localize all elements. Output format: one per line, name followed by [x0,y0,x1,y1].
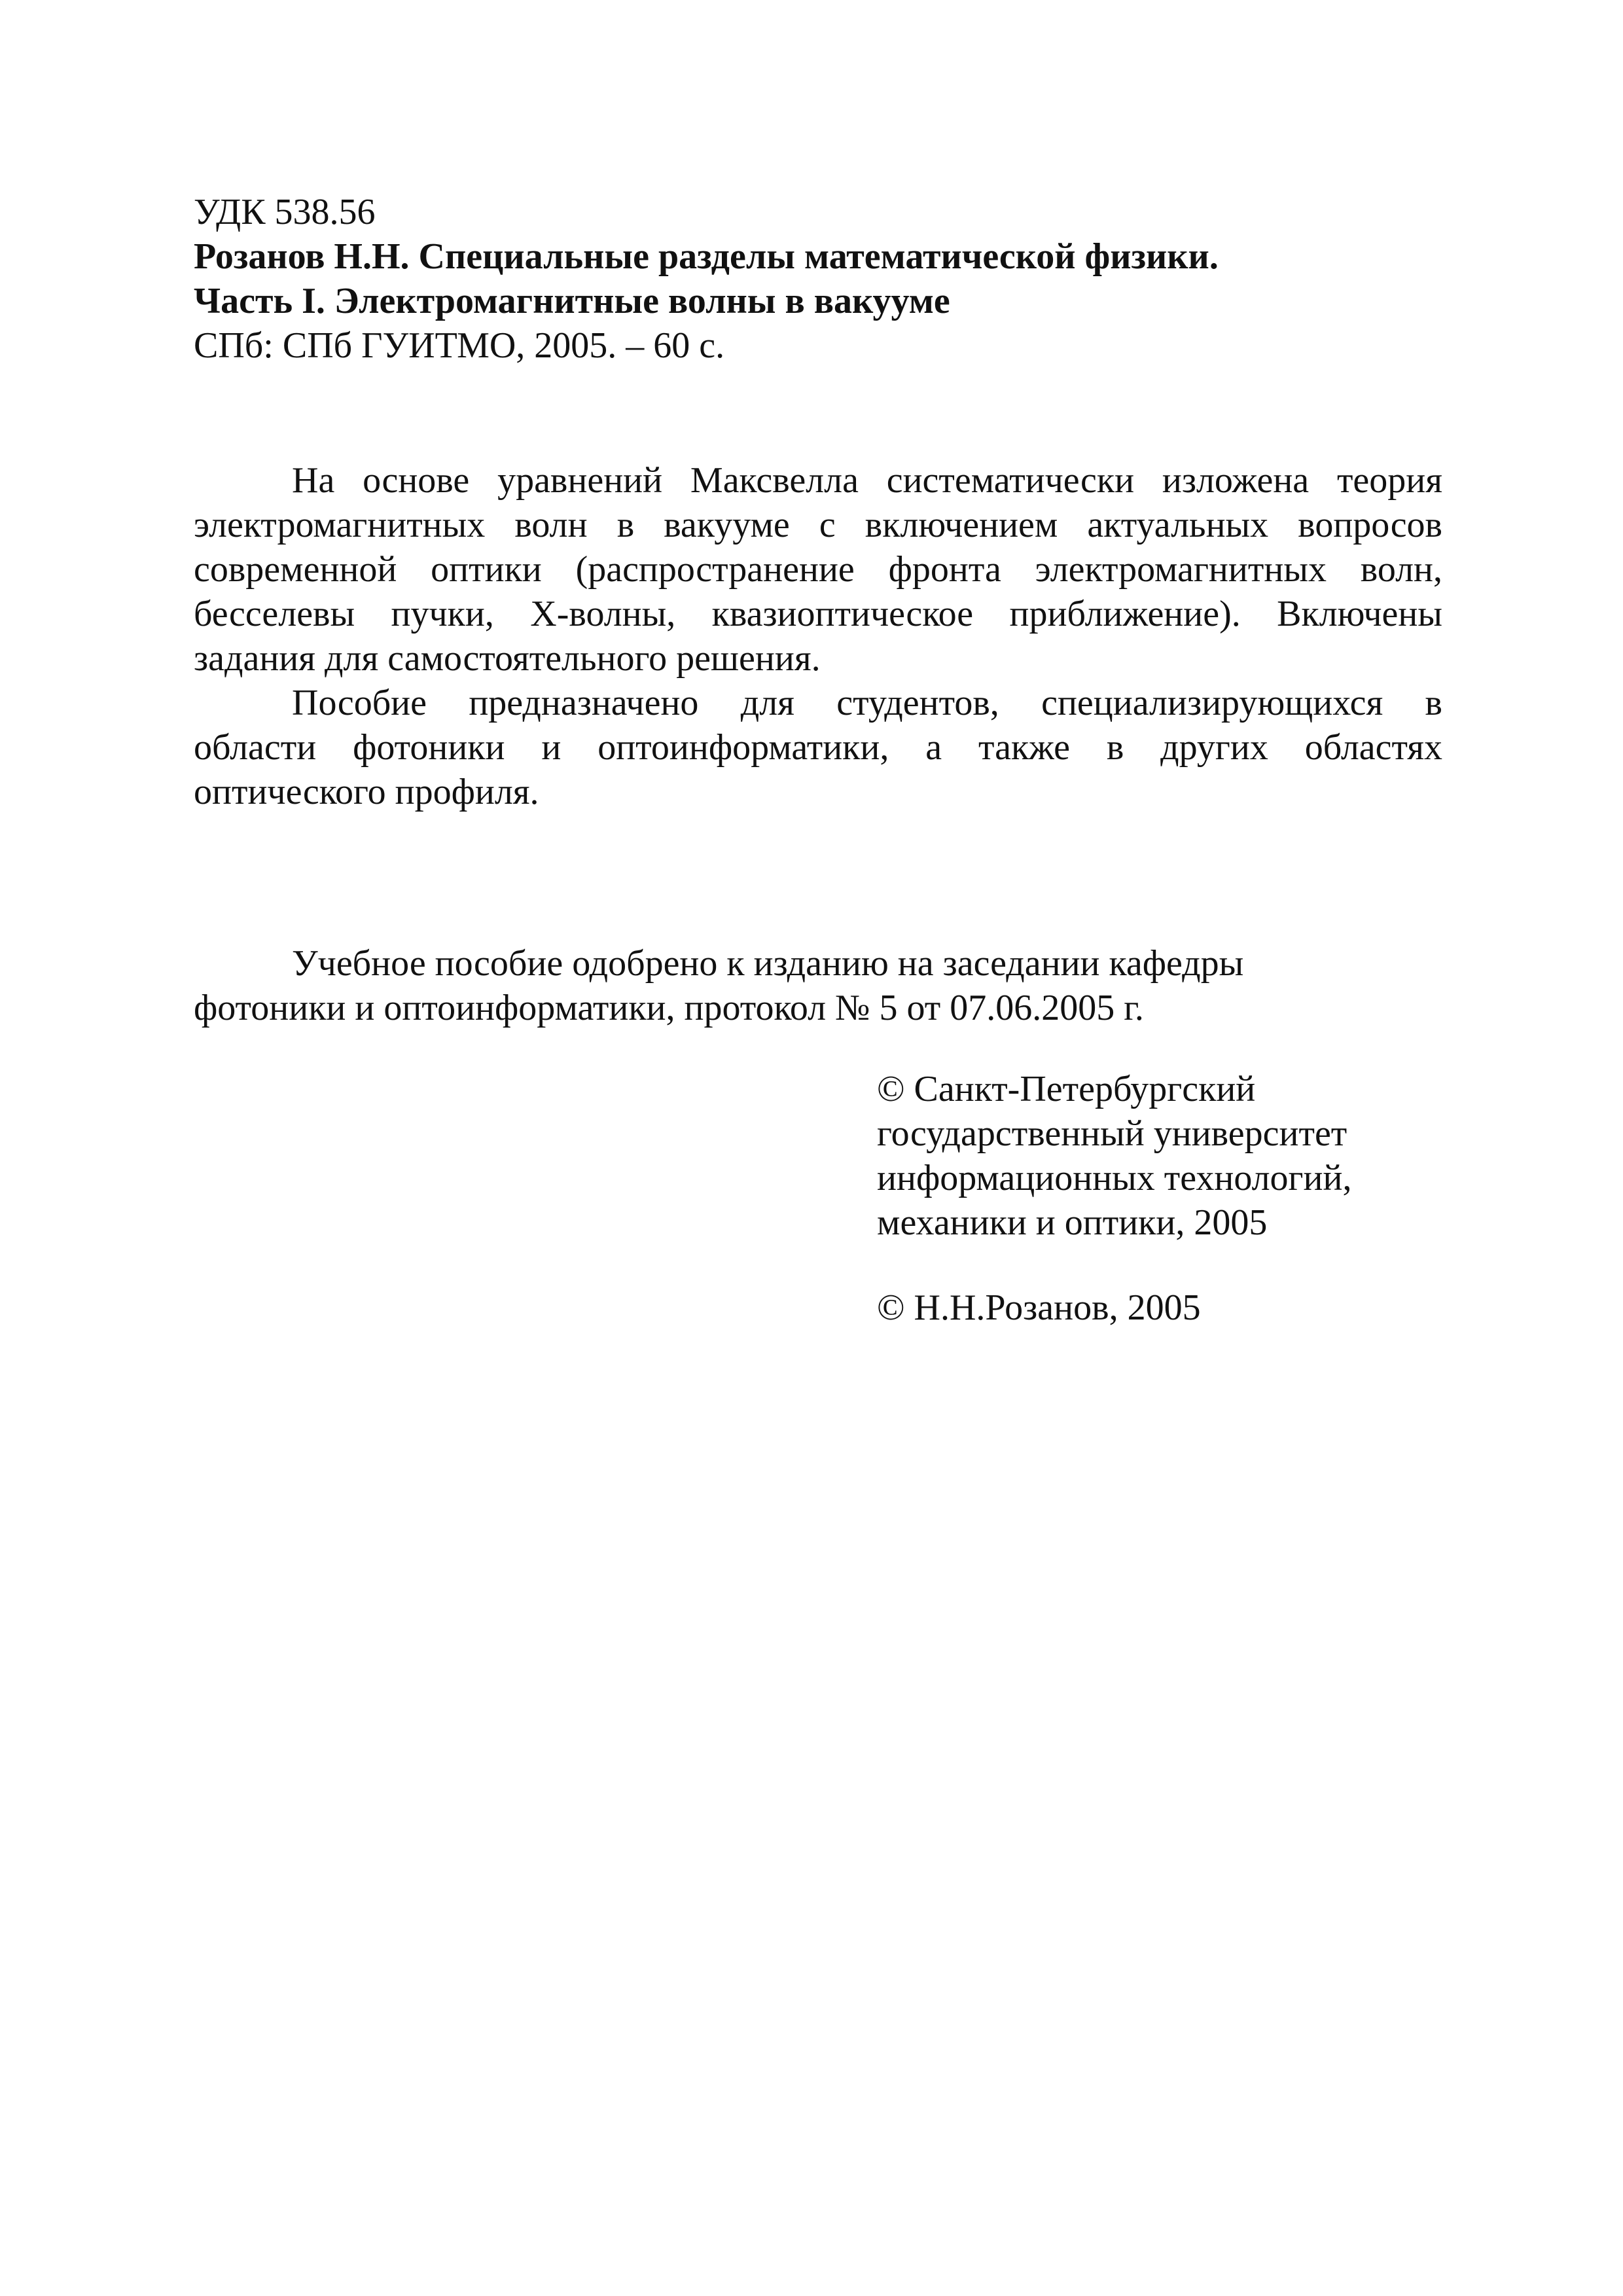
abstract-p2-line-1: Пособие предназначено для студентов, специализирующихся в [292,683,1442,723]
approval-note [194,941,1442,1030]
abstract-p1-line-1: На основе уравнений Максвелла систематически изложена теория [292,460,1442,501]
abstract-p1-line-2: электромагнитных волн в вакууме с включением актуальных вопросов [194,505,1442,545]
copyright-author: © Н.Н.Розанов, 2005 [877,1287,1201,1328]
approval-line-2: фотоники и оптоинформатики, протокол № 5 от 07.06.2005 г. [194,988,1144,1028]
abstract-paragraph-2 [194,681,1442,814]
copyright-institution-line-2: государственный университет [877,1113,1347,1154]
abstract-p1-line-4: бесселевы пучки, X-волны, квазиоптическое приближение). Включены [194,594,1442,634]
publisher-line: СПб: СПб ГУИТМО, 2005. – 60 с. [194,325,725,366]
bibliographic-header [194,190,1442,368]
approval-line-1: Учебное пособие одобрено к изданию на заседании кафедры [292,943,1244,984]
abstract-paragraph-1 [194,458,1442,681]
copyright-institution-line-1: © Санкт-Петербургский [877,1069,1256,1109]
copyright-institution-line-4: механики и оптики, 2005 [877,1202,1268,1243]
abstract-p1-line-3: современной оптики (распространение фронта электромагнитных волн, [194,549,1442,590]
abstract-p2-line-3: оптического профиля. [194,772,539,812]
abstract-p1-line-5: задания для самостоятельного решения. [194,638,821,679]
copyright-institution-line-3: информационных технологий, [877,1158,1352,1198]
copyright-block [877,1067,1466,1330]
title-line-1: Розанов Н.Н. Специальные разделы математической физики. [194,236,1219,277]
title-line-2: Часть I. Электромагнитные волны в вакууме [194,281,950,321]
abstract-p2-line-2: области фотоники и оптоинформатики, а также в других областях [194,727,1442,768]
udk-code: УДК 538.56 [194,192,376,232]
copyright-institution [877,1067,1466,1245]
abstract [194,458,1442,814]
